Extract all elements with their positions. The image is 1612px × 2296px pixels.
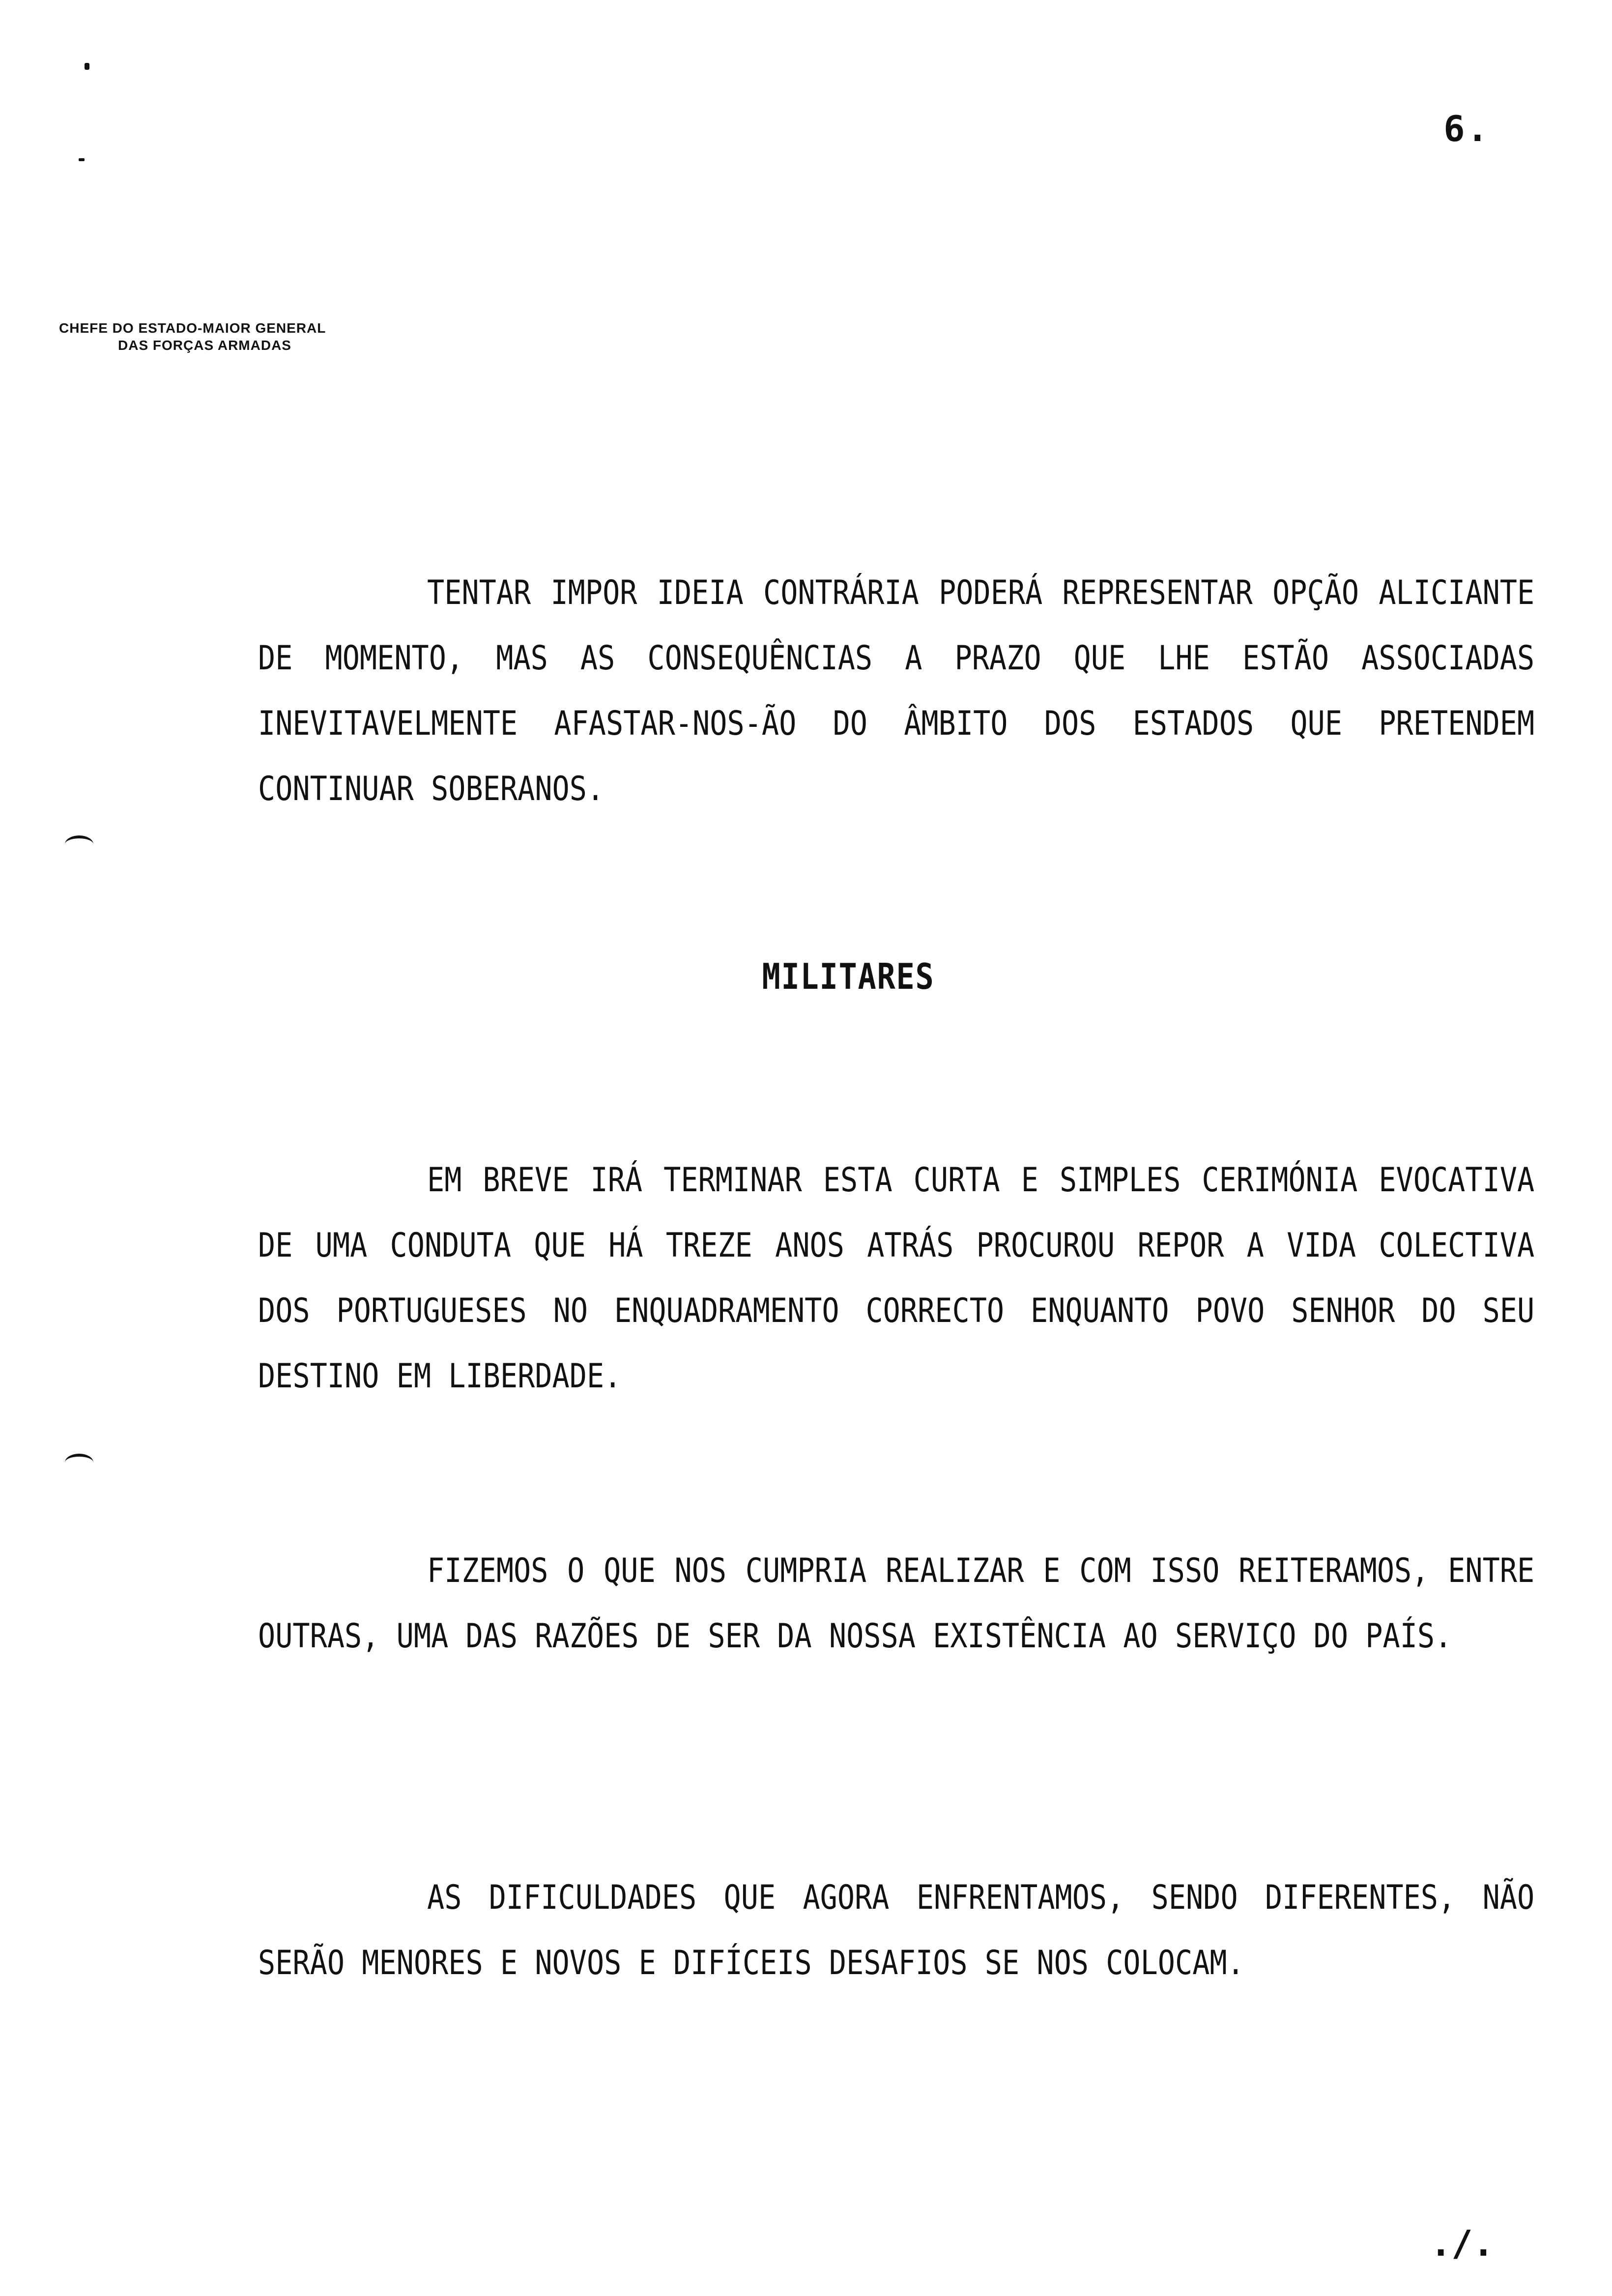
letterhead-line-2: DAS FORÇAS ARMADAS <box>118 338 291 353</box>
punch-hole-mark <box>65 1454 93 1471</box>
letterhead-line-1: CHEFE DO ESTADO-MAIOR GENERAL <box>59 320 326 336</box>
scan-mark <box>79 158 85 161</box>
punch-hole-mark <box>65 835 93 853</box>
paragraph-3: FIZEMOS O QUE NOS CUMPRIA REALIZAR E COM ISSO REITERAMOS, ENTRE OUTRAS, UMA DAS RAZÕES DE SER DA NOSSA EXISTÊNCIA AO SERVIÇO DO PAÍS. <box>258 1551 1535 1656</box>
scan-mark <box>85 63 89 70</box>
page-number: 6. <box>1443 108 1490 149</box>
section-heading: MILITARES <box>762 956 935 997</box>
continuation-mark: ./. <box>1430 2223 1494 2264</box>
paragraph-1: TENTAR IMPOR IDEIA CONTRÁRIA PODERÁ REPRESENTAR OPÇÃO ALICIANTE DE MOMENTO, MAS AS CONSEQUÊNCIAS A PRAZO QUE LHE ESTÃO ASSOCIADAS INEVITAVELMENTE AFASTAR-NOS-ÃO DO ÂMBITO DOS ESTADOS QUE PRETENDEM CONTINUAR SOBERANOS. <box>258 574 1535 808</box>
paragraph-2: EM BREVE IRÁ TERMINAR ESTA CURTA E SIMPLES CERIMÓNIA EVOCATIVA DE UMA CONDUTA QUE HÁ TREZE ANOS ATRÁS PROCUROU REPOR A VIDA COLECTIVA DOS PORTUGUESES NO ENQUADRAMENTO CORRECTO ENQUANTO POVO SENHOR DO SEU DESTINO EM LIBERDADE. <box>258 1161 1535 1396</box>
letterhead <box>59 319 326 354</box>
paragraph-4: AS DIFICULDADES QUE AGORA ENFRENTAMOS, SENDO DIFERENTES, NÃO SERÃO MENORES E NOVOS E DIFÍCEIS DESAFIOS SE NOS COLOCAM. <box>258 1878 1535 1982</box>
